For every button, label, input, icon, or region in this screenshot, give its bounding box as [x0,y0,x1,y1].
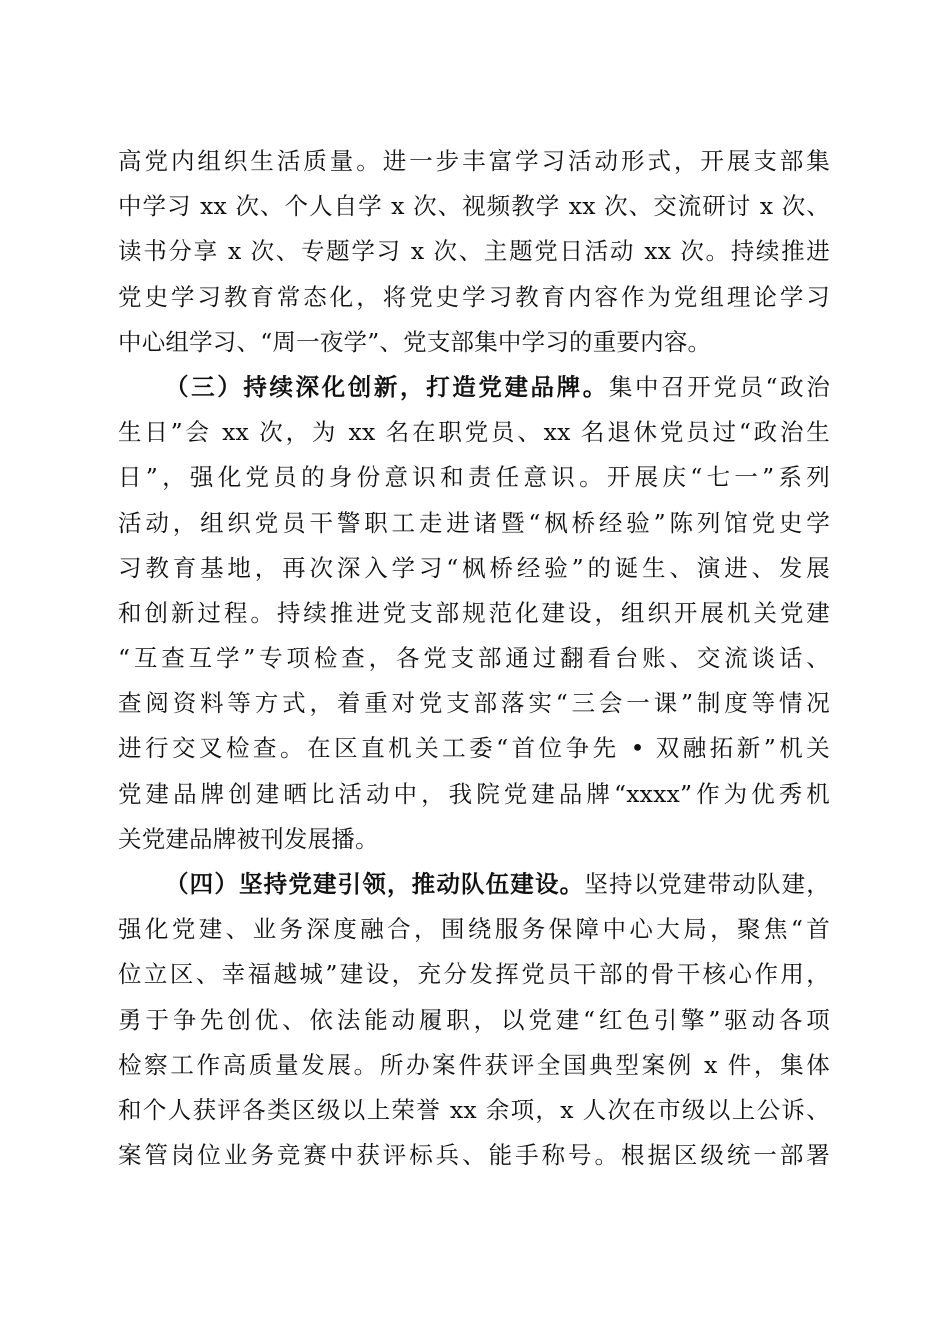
paragraph-line: 中心组学习、“周一夜学”、党支部集中学习的重要内容。 [118,327,712,356]
paragraph-line: 日”，强化党员的身份意识和责任意识。开展庆“七一”系列 [118,463,830,492]
paragraph-line: 和个人获评各类区级以上荣誉 xx 余项，x 人次在市级以上公诉、 [118,1095,830,1124]
paragraph-line: 勇于争先创优、依法能动履职，以党建“红色引擎”驱动各项 [118,1005,830,1034]
paragraph-line: 检察工作高质量发展。所办案件获评全国典型案例 x 件，集体 [118,1050,830,1079]
heading-line-rest: 坚持以党建带动队建， [584,870,830,898]
paragraph-2 [118,365,830,862]
paragraph-3 [118,862,830,1178]
section-heading-3: （三）持续深化创新，打造党建品牌。 [165,372,609,401]
paragraph-line: 强化党建、业务深度融合，围绕服务保障中心大局，聚焦“首 [118,915,830,944]
paragraph-line: 活动，组织党员干警职工走进诸暨“枫桥经验”陈列馆党史学 [118,508,830,537]
section-heading-4: （四）坚持党建引领，推动队伍建设。 [165,870,585,898]
paragraph-line: 党建品牌创建晒比活动中，我院党建品牌“xxxx”作为优秀机 [118,779,830,808]
heading-line-rest: 集中召开党员“政治 [608,372,830,401]
paragraph-line: 位立区、幸福越城”建设，充分发挥党员干部的骨干核心作用， [118,960,830,989]
paragraph-first-line [118,862,830,907]
paragraph-line: 读书分享 x 次、专题学习 x 次、主题党日活动 xx 次。持续推进 [118,237,830,266]
paragraph-line: “互查互学”专项检查，各党支部通过翻看台账、交流谈话、 [118,644,830,673]
document-page [118,139,830,1178]
paragraph-line: 习教育基地，再次深入学习“枫桥经验”的诞生、演进、发展 [118,553,830,582]
paragraph-line: 生日”会 xx 次，为 xx 名在职党员、xx 名退休党员过“政治生 [118,418,830,447]
paragraph-line: 和创新过程。持续推进党支部规范化建设，组织开展机关党建 [118,598,830,627]
paragraph-1 [118,139,830,365]
paragraph-line: 关党建品牌被刊发展播。 [118,824,379,853]
paragraph-line: 党史学习教育常态化，将党史学习教育内容作为党组理论学习 [118,282,830,311]
paragraph-line: 中学习 xx 次、个人自学 x 次、视频教学 xx 次、交流研讨 x 次、 [118,192,830,221]
paragraph-line: 案管岗位业务竞赛中获评标兵、能手称号。根据区级统一部署 [118,1141,830,1170]
paragraph-line: 查阅资料等方式，着重对党支部落实“三会一课”制度等情况 [118,689,830,718]
paragraph-first-line [118,365,830,410]
paragraph-line: 进行交叉检查。在区直机关工委“首位争先 • 双融拓新”机关 [118,734,830,763]
paragraph-line: 高党内组织生活质量。进一步丰富学习活动形式，开展支部集 [118,147,830,175]
